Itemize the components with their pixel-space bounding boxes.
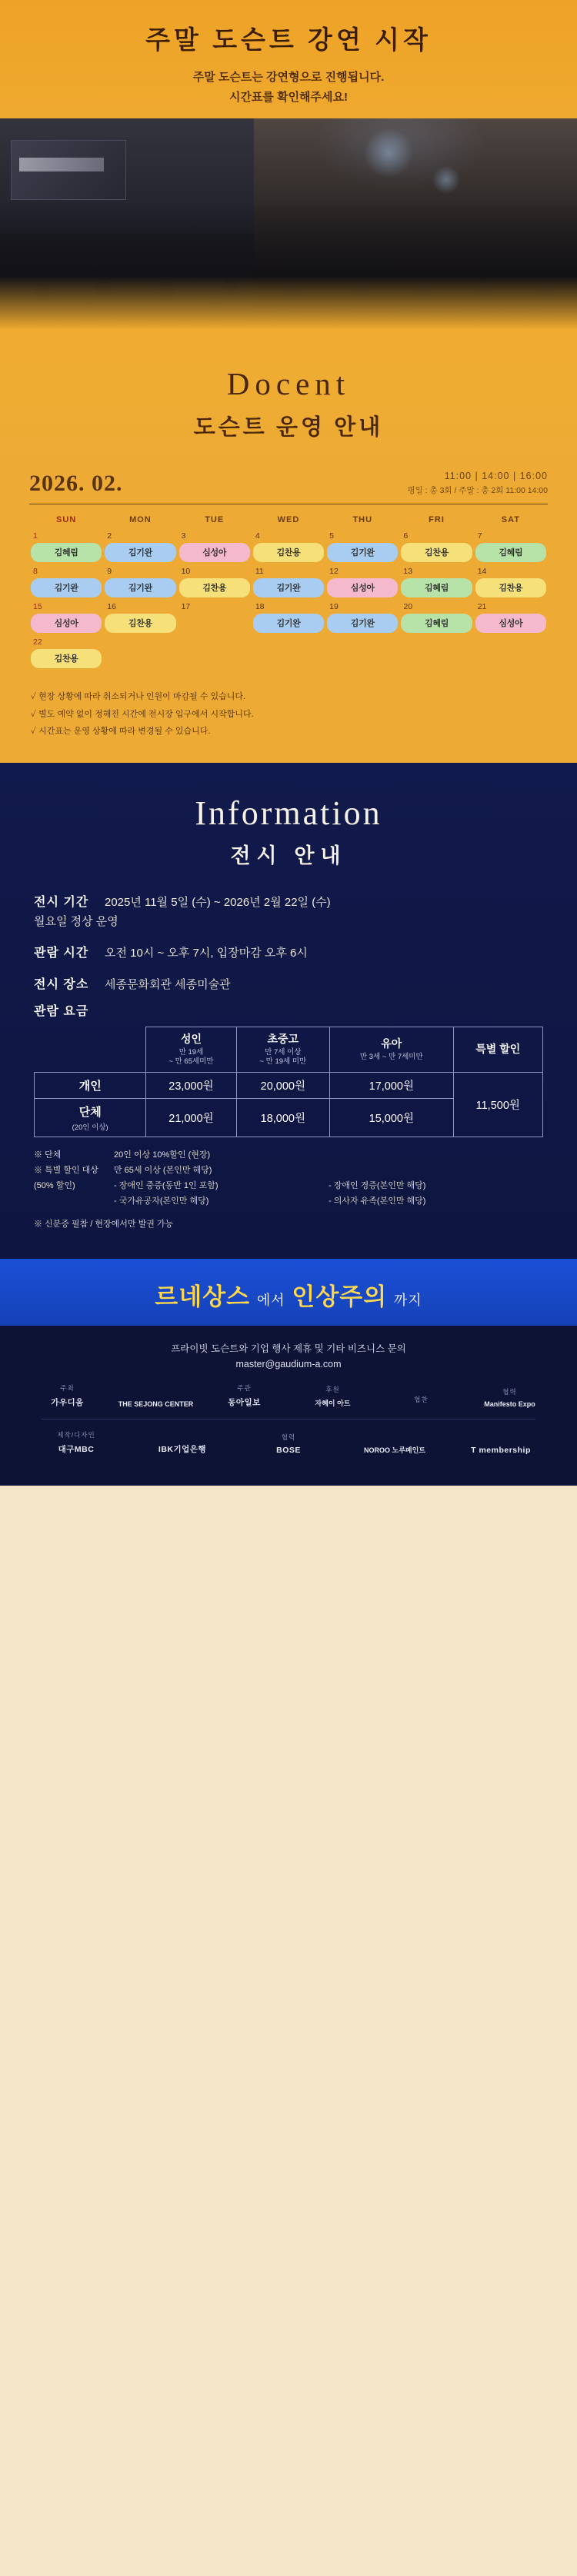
sponsor-role-label: 협력 <box>502 1388 517 1396</box>
calendar-day-number: 20 <box>403 602 413 611</box>
docent-note: ✓ 시간표는 운영 상황에 따라 변경될 수 있습니다. <box>31 727 211 736</box>
calendar-day-cell[interactable] <box>252 566 325 601</box>
sponsor-role-label: 협찬 <box>414 1396 429 1404</box>
calendar-week-row <box>29 566 548 601</box>
calendar-day-number: 12 <box>329 567 339 576</box>
lecture-photo <box>0 118 577 330</box>
fee-cell: 20,000원 <box>236 1073 330 1099</box>
calendar-day-number: 14 <box>477 567 487 576</box>
place-label: 전시 장소 <box>34 977 89 991</box>
exhibition-banner <box>0 1259 577 1326</box>
sponsor-role-label <box>112 1389 200 1396</box>
calendar-day-number: 9 <box>107 567 112 576</box>
docent-name-chip[interactable]: 김기완 <box>105 578 175 597</box>
calendar-day-cell[interactable] <box>474 566 548 601</box>
calendar-day-cell <box>325 637 399 672</box>
calendar-weekday: SUN <box>56 515 77 524</box>
calendar-day-cell[interactable] <box>399 566 473 601</box>
banner-text-1: 르네상스 <box>155 1283 251 1311</box>
calendar-day-cell[interactable] <box>325 601 399 637</box>
calendar-day-number: 10 <box>181 567 191 576</box>
calendar-day-cell <box>399 637 473 672</box>
fee-special-discount-cell: 11,500원 <box>453 1073 543 1137</box>
fee-cell: 15,000원 <box>330 1099 453 1137</box>
fee-cell: 23,000원 <box>146 1073 236 1099</box>
exhibition-period <box>34 892 543 910</box>
calendar-week-row <box>29 637 548 672</box>
calendar-day-cell[interactable] <box>103 566 177 601</box>
fee-column-header: 성인 만 19세 ~ 만 65세미만 <box>146 1027 236 1073</box>
sponsor-logo <box>342 1433 448 1455</box>
fee-column-header: 초중고 만 7세 이상 ~ 만 19세 미만 <box>236 1027 330 1073</box>
docent-name-chip[interactable]: 김찬용 <box>31 649 102 668</box>
docent-name-chip[interactable]: 김혜림 <box>401 578 472 597</box>
sponsor-logo <box>235 1433 342 1455</box>
calendar-day-cell[interactable] <box>29 566 103 601</box>
top-subtitle-1: 주말 도슨트는 강연형으로 진행됩니다. <box>192 71 385 84</box>
period-label: 전시 기간 <box>34 895 89 909</box>
hours-value: 오전 10시 ~ 오후 7시, 입장마감 오후 6시 <box>105 946 308 960</box>
docent-name-chip[interactable]: 김찬용 <box>475 578 546 597</box>
docent-kr-title: 도슨트 운영 안내 <box>193 415 384 440</box>
fee-column-subnote: 만 7세 이상 ~ 만 19세 미만 <box>259 1047 307 1067</box>
docent-name-chip[interactable]: 심성아 <box>475 614 546 633</box>
docent-name-chip[interactable]: 김혜림 <box>31 543 102 562</box>
calendar-day-cell <box>103 637 177 672</box>
calendar-weekday: THU <box>352 515 373 524</box>
sponsor-logo <box>129 1432 235 1455</box>
sponsor-logo <box>112 1389 200 1408</box>
contact-email[interactable]: master@gaudium-a.com <box>235 1359 342 1370</box>
sponsor-logo-mark: IBK기업은행 <box>158 1445 207 1455</box>
calendar-day-cell <box>178 637 252 672</box>
footer-section <box>0 1326 577 1486</box>
calendar-day-cell[interactable] <box>29 637 103 672</box>
sponsor-role-label: 후원 <box>325 1386 340 1394</box>
fine-row: ※ 단체 20인 이상 10%할인 (현장) <box>34 1150 211 1160</box>
information-section <box>0 763 577 1260</box>
sponsor-logo-mark: NOROO 노루페인트 <box>364 1446 425 1455</box>
calendar-week-row <box>29 531 548 566</box>
fine-row: ※ 특별 할인 대상 만 65세 이상 (본인만 해당) <box>34 1165 212 1175</box>
docent-name-chip[interactable]: 김기완 <box>327 614 398 633</box>
place-value: 세종문화회관 세종미술관 <box>105 977 231 991</box>
sponsor-logo <box>23 1383 112 1408</box>
docent-name-chip[interactable]: 심성아 <box>327 578 398 597</box>
calendar-day-cell[interactable] <box>29 601 103 637</box>
page-title: 주말 도슨트 강연 시작 <box>145 27 432 55</box>
banner-title <box>0 1277 577 1312</box>
sponsor-logo-mark: 동아일보 <box>228 1398 261 1408</box>
calendar-weekday: FRI <box>429 515 445 524</box>
fee-table-corner <box>35 1027 146 1073</box>
sponsor-logo-mark: BOSE <box>276 1446 301 1456</box>
calendar-week-row <box>29 601 548 637</box>
banner-text-2: 에서 <box>256 1293 285 1309</box>
fee-table-header <box>35 1027 543 1073</box>
sponsor-logos <box>0 1383 577 1455</box>
calendar-day-number: 3 <box>181 531 186 541</box>
docent-name-chip[interactable]: 김찬용 <box>401 543 472 562</box>
exhibition-hours <box>34 943 543 960</box>
fee-fine-print <box>34 1148 543 1233</box>
calendar-day-cell[interactable] <box>178 531 252 566</box>
calendar-day-number: 4 <box>255 531 260 541</box>
docent-name-chip[interactable]: 김기완 <box>105 543 175 562</box>
sponsor-role-label: 제작/디자인 <box>57 1431 95 1439</box>
calendar-day-number: 7 <box>477 531 482 541</box>
fee-table <box>34 1027 543 1138</box>
calendar-weekday: MON <box>129 515 152 524</box>
docent-name-chip[interactable]: 김기완 <box>253 614 324 633</box>
fee-column-header: 유아 만 3세 ~ 만 7세미만 <box>330 1027 453 1073</box>
calendar-day-number: 2 <box>107 531 112 541</box>
docent-notes <box>0 687 577 763</box>
fee-cell: 21,000원 <box>146 1099 236 1137</box>
sponsor-role-label: 협력 <box>281 1433 296 1442</box>
docent-name-chip[interactable]: 김찬용 <box>105 614 175 633</box>
sponsor-logo-mark: THE SEJONG CENTER <box>118 1400 194 1409</box>
calendar-day-cell[interactable] <box>325 566 399 601</box>
sponsor-logo-mark: 가우디움 <box>51 1398 84 1408</box>
sponsor-logo-row <box>23 1383 554 1408</box>
calendar-day-cell <box>252 637 325 672</box>
docent-times-note: 평일 : 총 3회 / 주말 : 총 2회 11:00 14:00 <box>407 486 548 495</box>
docent-calendar <box>29 511 548 672</box>
banner-text-4: 까지 <box>393 1293 422 1309</box>
docent-name-chip[interactable]: 김기완 <box>253 578 324 597</box>
sponsor-logo <box>200 1383 288 1408</box>
calendar-day-cell[interactable] <box>474 601 548 637</box>
information-en-title: Information <box>195 794 382 832</box>
sponsor-logo <box>288 1385 377 1408</box>
calendar-weekday: WED <box>277 515 300 524</box>
sponsor-logo <box>448 1434 554 1455</box>
fee-row-label: 단체 (20인 이상) <box>35 1099 146 1137</box>
information-kr-title: 전시 안내 <box>230 844 347 867</box>
calendar-day-number: 21 <box>477 602 487 611</box>
calendar-day-number: 22 <box>33 637 42 647</box>
calendar-header <box>29 471 548 504</box>
calendar-day-cell[interactable] <box>103 531 177 566</box>
calendar-section <box>0 471 577 687</box>
period-sub: 월요일 정상 운영 <box>34 914 118 928</box>
calendar-day-number: 17 <box>181 602 191 611</box>
docent-name-chip[interactable]: 김찬용 <box>253 543 324 562</box>
calendar-day-number: 16 <box>107 602 116 611</box>
fee-column-header: 특별 할인 <box>453 1027 543 1073</box>
period-value: 2025년 11월 5일 (수) ~ 2026년 2월 22일 (수) <box>105 895 331 909</box>
top-subtitle-2: 시간표를 확인해주세요! <box>228 91 349 104</box>
docent-name-chip[interactable]: 김기완 <box>31 578 102 597</box>
calendar-day-cell <box>474 637 548 672</box>
sponsor-role-label: 주관 <box>237 1384 252 1393</box>
docent-times: 11:00 | 14:00 | 16:00 <box>444 471 548 481</box>
business-inquiry-text: 프라이빗 도슨트와 기업 행사 제휴 및 기타 비즈니스 문의 <box>171 1343 406 1355</box>
calendar-day-cell[interactable] <box>474 531 548 566</box>
calendar-day-cell[interactable] <box>103 601 177 637</box>
calendar-weekday: TUE <box>205 515 225 524</box>
calendar-body <box>29 531 548 672</box>
calendar-day-number: 19 <box>329 602 339 611</box>
fee-cell: 17,000원 <box>330 1073 453 1099</box>
calendar-day-cell[interactable] <box>29 531 103 566</box>
banner-text-3: 인상주의 <box>292 1283 388 1311</box>
sponsor-role-label <box>448 1434 554 1442</box>
fee-table-body <box>35 1073 543 1137</box>
docent-note: ✓ 별도 예약 없이 정해진 시간에 전시장 입구에서 시작합니다. <box>31 709 254 719</box>
calendar-day-number: 15 <box>33 602 42 611</box>
calendar-day-number: 8 <box>33 567 38 576</box>
calendar-day-cell[interactable] <box>399 531 473 566</box>
docent-note: ✓ 현장 상황에 따라 취소되거나 인원이 마감될 수 있습니다. <box>31 692 246 701</box>
sponsor-role-label <box>342 1433 448 1441</box>
docent-name-chip[interactable]: 심성아 <box>31 614 102 633</box>
docent-en-title: Docent <box>226 366 351 401</box>
sponsor-role-label: 주최 <box>60 1384 75 1393</box>
hours-label: 관람 시간 <box>34 946 89 960</box>
docent-section <box>0 330 577 471</box>
fee-row-subnote: (20인 이상) <box>72 1123 108 1133</box>
calendar-day-cell[interactable] <box>252 531 325 566</box>
docent-name-chip[interactable]: 김혜림 <box>475 543 546 562</box>
calendar-day-cell <box>178 601 252 637</box>
calendar-day-number: 13 <box>403 567 413 576</box>
fee-title: 관람 요금 <box>34 1004 89 1018</box>
fee-column-subnote: 만 3세 ~ 만 7세미만 <box>359 1052 423 1061</box>
sponsor-role-label <box>129 1432 235 1439</box>
calendar-day-cell[interactable] <box>252 601 325 637</box>
fine-row: (50% 할인) - 장애인 중증(동반 1인 포함) - 장애인 경증(본인만 해당) <box>34 1180 426 1190</box>
docent-name-chip[interactable]: 심성아 <box>179 543 250 562</box>
sponsor-logo <box>23 1430 129 1455</box>
docent-name-chip[interactable]: 김혜림 <box>401 614 472 633</box>
sponsor-logo-mark: 자혜이 아트 <box>315 1399 351 1408</box>
sponsor-logo-mark: T membership <box>471 1446 531 1456</box>
calendar-month: 2026. 02. <box>29 471 123 496</box>
calendar-day-number: 11 <box>255 567 264 576</box>
calendar-weekday: SAT <box>501 515 520 524</box>
calendar-day-cell[interactable] <box>325 531 399 566</box>
sponsor-logo-row <box>23 1430 554 1455</box>
id-notice: ※ 신분증 필참 / 현장에서만 발권 가능 <box>34 1220 174 1230</box>
exhibition-place <box>34 974 543 992</box>
sponsor-logo-mark: Manifesto Expo <box>484 1400 535 1409</box>
fine-row: - 국가유공자(본인만 해당) - 의사자 유족(본인만 해당) <box>114 1196 426 1206</box>
docent-name-chip[interactable]: 김찬용 <box>179 578 250 597</box>
fee-row-label: 개인 <box>35 1073 146 1099</box>
fee-table-row <box>35 1073 543 1099</box>
calendar-weekday-row <box>29 511 548 531</box>
sponsor-logo <box>465 1387 554 1408</box>
sponsor-logo-mark: 대구MBC <box>58 1445 95 1455</box>
calendar-day-number: 6 <box>403 531 409 541</box>
calendar-day-number: 5 <box>329 531 334 541</box>
fee-column-subnote: 만 19세 ~ 만 65세미만 <box>168 1047 214 1067</box>
docent-name-chip[interactable]: 김기완 <box>327 543 398 562</box>
calendar-day-number: 18 <box>255 602 265 611</box>
fee-cell: 18,000원 <box>236 1099 330 1137</box>
calendar-day-cell[interactable] <box>399 601 473 637</box>
sponsor-logo <box>377 1395 465 1408</box>
top-section <box>0 0 577 330</box>
calendar-day-cell[interactable] <box>178 566 252 601</box>
calendar-day-number: 1 <box>33 531 38 541</box>
